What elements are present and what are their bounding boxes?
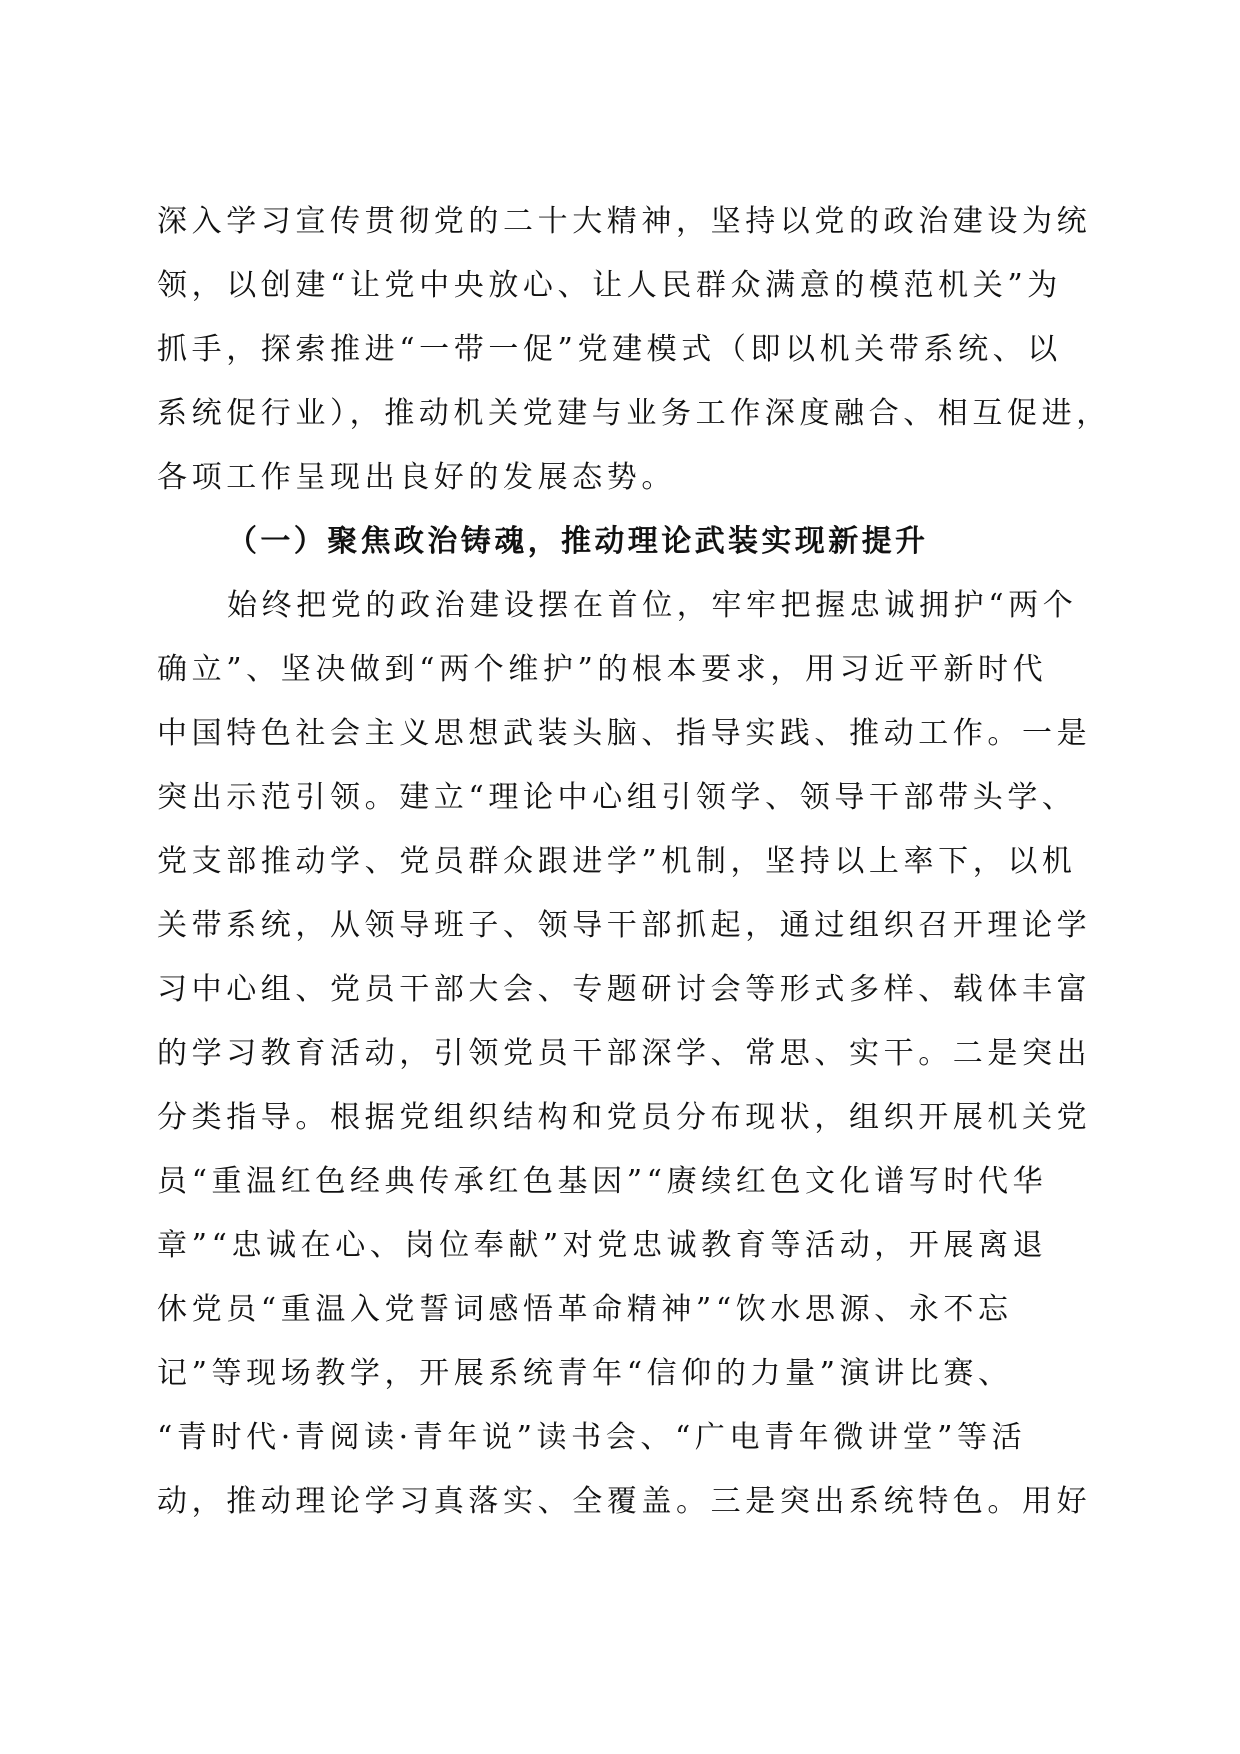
body-line: 习中心组、党员干部大会、专题研讨会等形式多样、载体丰富 — [157, 972, 1092, 1007]
body-line: 党支部推动学、党员群众跟进学”机制，坚持以上率下，以机 — [157, 844, 1077, 879]
body-line: 的学习教育活动，引领党员干部深学、常思、实干。二是突出 — [157, 1036, 1092, 1071]
body-line: 记”等现场教学，开展系统青年“信仰的力量”演讲比赛、 — [157, 1356, 1013, 1391]
intro-line: 各项工作呈现出良好的发展态势。 — [157, 460, 676, 495]
body-line: 动，推动理论学习真落实、全覆盖。三是突出系统特色。用好 — [157, 1484, 1092, 1519]
body-line: 确立”、坚决做到“两个维护”的根本要求，用习近平新时代 — [157, 652, 1048, 687]
body-line: 章”“忠诚在心、岗位奉献”对党忠诚教育等活动，开展离退 — [157, 1228, 1048, 1263]
intro-line: 系统促行业），推动机关党建与业务工作深度融合、相互促进， — [157, 396, 1111, 431]
body-line: 始终把党的政治建设摆在首位，牢牢把握忠诚拥护“两个 — [227, 588, 1078, 623]
section-heading: （一）聚焦政治铸魂，推动理论武装实现新提升 — [227, 524, 929, 559]
body-line: 突出示范引领。建立“理论中心组引领学、领导干部带头学、 — [157, 780, 1077, 815]
body-line: 分类指导。根据党组织结构和党员分布现状，组织开展机关党 — [157, 1100, 1092, 1135]
intro-line: 深入学习宣传贯彻党的二十大精神，坚持以党的政治建设为统 — [157, 204, 1092, 239]
body-line: 员“重温红色经典传承红色基因”“赓续红色文化谱写时代华 — [157, 1164, 1048, 1199]
body-line: 休党员“重温入党誓词感悟革命精神”“饮水思源、永不忘 — [157, 1292, 1013, 1327]
intro-line: 抓手，探索推进“一带一促”党建模式（即以机关带系统、以 — [157, 332, 1062, 367]
body-line: 中国特色社会主义思想武装头脑、指导实践、推动工作。一是 — [157, 716, 1092, 751]
document-body — [157, 190, 1111, 1534]
body-line: “青时代·青阅读·青年说”读书会、“广电青年微讲堂”等活 — [157, 1420, 1027, 1455]
body-line: 关带系统，从领导班子、领导干部抓起，通过组织召开理论学 — [157, 908, 1092, 943]
intro-line: 领，以创建“让党中央放心、让人民群众满意的模范机关”为 — [157, 268, 1062, 303]
